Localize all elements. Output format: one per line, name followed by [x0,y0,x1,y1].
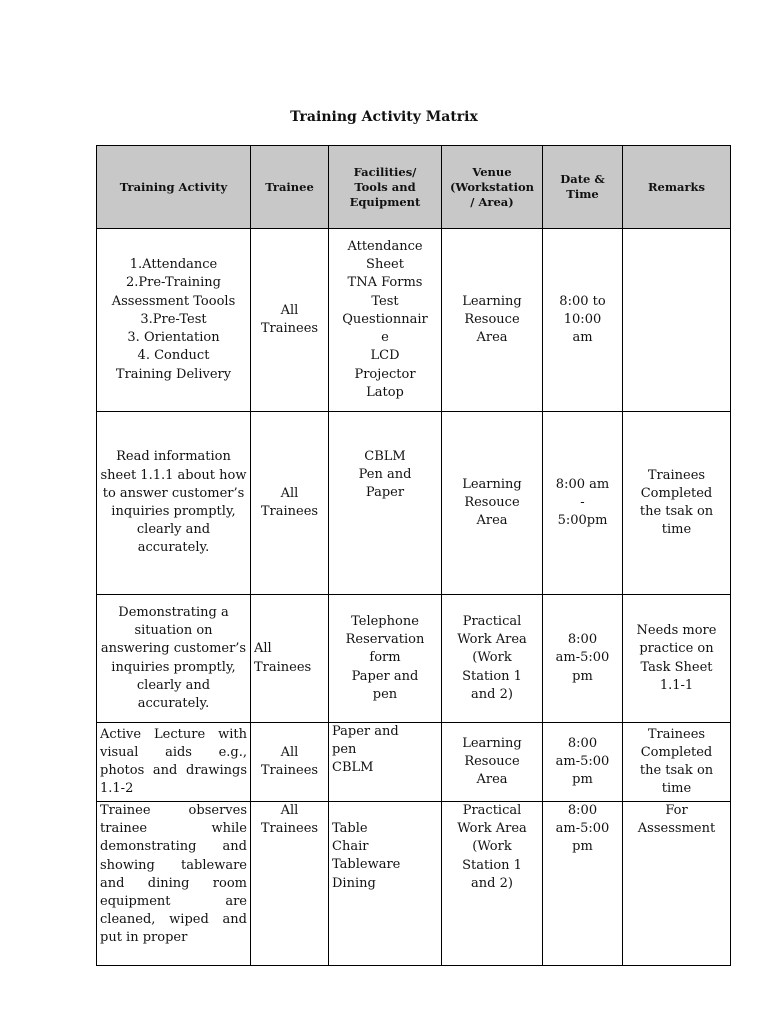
cell-venue: Learning Resouce Area [442,412,543,595]
header-date-time: Date & Time [543,146,623,229]
table-row [97,229,731,412]
cell-activity: Active Lecture with visual aids e.g., photos and drawings 1.1-2 [97,723,251,802]
cell-date-time: 8:00 to 10:00 am [543,229,623,412]
cell-facilities: Table Chair Tableware Dining [329,802,442,966]
cell-remarks: Trainees Completed the tsak on time [623,723,731,802]
training-activity-table [96,145,731,966]
cell-venue: Practical Work Area (Work Station 1 and 2) [442,802,543,966]
header-trainee: Trainee [251,146,329,229]
cell-trainee: All Trainees [251,229,329,412]
cell-remarks: For Assessment [623,802,731,966]
cell-facilities: CBLM Pen and Paper [329,412,442,595]
cell-date-time: 8:00 am-5:00 pm [543,723,623,802]
cell-trainee: All Trainees [251,723,329,802]
header-facilities: Facilities/ Tools and Equipment [329,146,442,229]
cell-activity: 1.Attendance 2.Pre-Training Assessment Toools 3.Pre-Test 3. Orientation 4. Conduct Training Delivery [97,229,251,412]
cell-trainee: All Trainees [251,595,329,723]
cell-venue: Learning Resouce Area [442,723,543,802]
cell-venue: Learning Resouce Area [442,229,543,412]
cell-date-time: 8:00 am - 5:00pm [543,412,623,595]
cell-trainee: All Trainees [251,412,329,595]
cell-activity: Read information sheet 1.1.1 about how to answer customer’s inquiries promptly, clearly and accurately. [97,412,251,595]
page-title: Training Activity Matrix [290,109,478,125]
cell-facilities: Attendance Sheet TNA Forms Test Questionnair e LCD Projector Latop [329,229,442,412]
cell-date-time: 8:00 am-5:00 pm [543,595,623,723]
cell-facilities: Telephone Reservation form Paper and pen [329,595,442,723]
table-row [97,802,731,966]
table-row [97,595,731,723]
cell-date-time: 8:00 am-5:00 pm [543,802,623,966]
table-header-row [97,146,731,229]
cell-activity: Trainee observes trainee while demonstrating and showing tableware and dining room equipment are cleaned, wiped and put in proper [97,802,251,966]
header-venue: Venue (Workstation / Area) [442,146,543,229]
cell-facilities: Paper and pen CBLM [329,723,442,802]
cell-remarks: Needs more practice on Task Sheet 1.1-1 [623,595,731,723]
cell-trainee: All Trainees [251,802,329,966]
cell-venue: Practical Work Area (Work Station 1 and 2) [442,595,543,723]
cell-remarks: Trainees Completed the tsak on time [623,412,731,595]
table-row [97,723,731,802]
cell-activity: Demonstrating a situation on answering customer’s inquiries promptly, clearly and accurately. [97,595,251,723]
cell-remarks [623,229,731,412]
header-remarks: Remarks [623,146,731,229]
table-row [97,412,731,595]
header-training-activity: Training Activity [97,146,251,229]
